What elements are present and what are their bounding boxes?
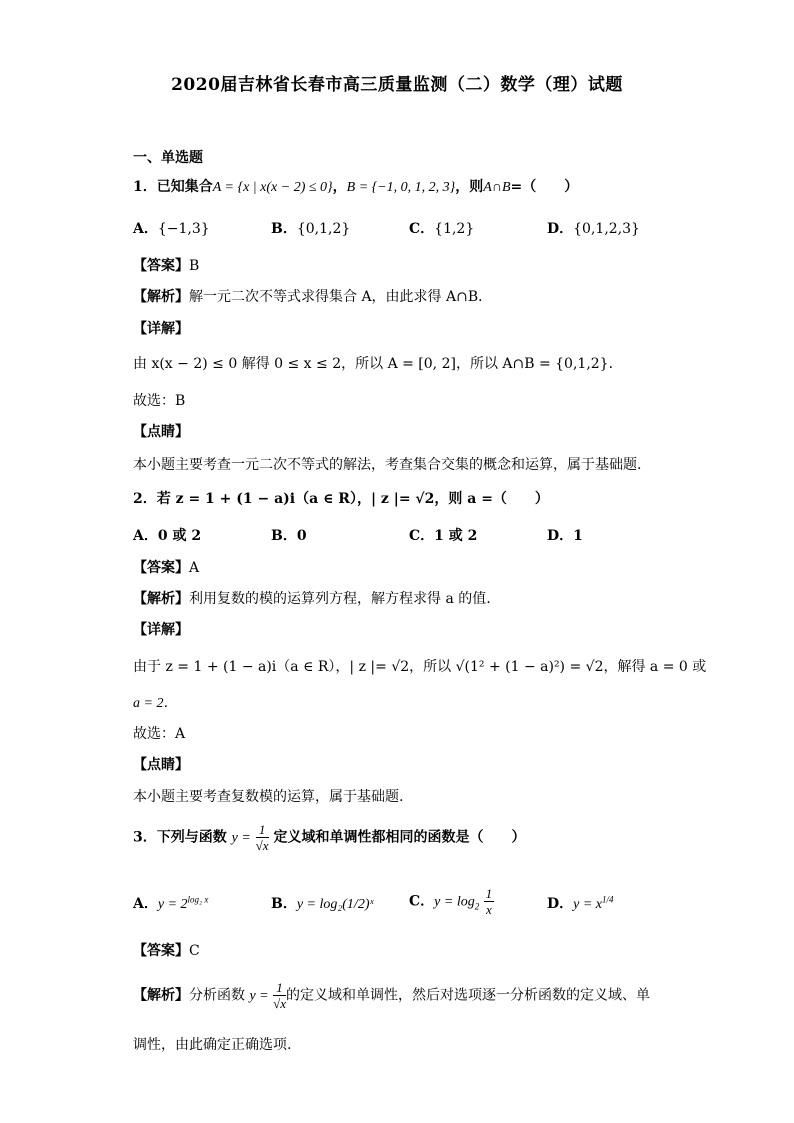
question-1-comment-label: 【点睛】 xyxy=(133,424,189,440)
question-3-option-c: C．$y = \log_2$ $\frac{1}{x}$ xyxy=(409,886,493,917)
question-2-detail-line2: a = 2． xyxy=(133,696,178,711)
question-1-option-d: D．{0,1,2,3} xyxy=(547,221,640,237)
question-2-option-a: A．0 或 2 xyxy=(133,528,202,544)
question-1-analysis: 【解析】解一元二次不等式求得集合 A，由此求得 A∩B． xyxy=(133,289,493,305)
question-2-analysis: 【解析】利用复数的模的运算列方程，解方程求得 a 的值. xyxy=(133,591,491,607)
question-3-option-c-fraction: $\frac{1}{x}$ xyxy=(485,886,493,917)
question-1-stem: 1．已知集合A = {x | x(x − 2) ≤ 0}，B = {−1, 0, 1, 2, 3}，则A∩B=（ ） xyxy=(133,179,579,195)
question-2-detail-line1: 由于 z = 1 + (1 − a)i（a ∈ R），| z |= √2，所以 √(1² + (1 − a)²) = √2，解得 a = 0 或 xyxy=(133,659,707,675)
question-3-option-d: D．$y = x^{1/4}$ xyxy=(547,894,614,912)
question-2-option-c: C．1 或 2 xyxy=(409,528,478,544)
question-3-analysis: 【解析】分析函数 y = $\frac{1}{√x}$ 的定义域和单调性，然后对选项逐一分析函数的定义域、单 xyxy=(133,980,650,1011)
question-1-option-c: C．{1,2} xyxy=(409,221,475,237)
question-2-comment-label: 【点睛】 xyxy=(133,757,189,773)
question-1-choice: 故选：B xyxy=(133,393,186,409)
section-heading: 一、单选题 xyxy=(133,150,203,166)
question-3-option-b: B．y = log₂(1/2)ˣ xyxy=(271,896,374,912)
question-3-stem: 3．下列与函数 y = $\frac{1}{√x}$ 定义域和单调性都相同的函数是（ ） xyxy=(133,822,526,853)
question-1-comment: 本小题主要考查一元二次不等式的解法，考查集合交集的概念和运算，属于基础题. xyxy=(133,457,642,473)
question-2-answer: 【答案】A xyxy=(133,560,200,576)
question-1-answer: 【答案】B xyxy=(133,258,200,274)
question-3-analysis-line2: 调性，由此确定正确选项. xyxy=(133,1037,292,1053)
question-3-analysis-fraction: $\frac{1}{√x}$ xyxy=(273,980,286,1011)
question-2-option-d: D．1 xyxy=(547,528,583,544)
question-2-choice: 故选：A xyxy=(133,726,186,742)
question-1-option-a: A．{−1,3} xyxy=(133,221,210,237)
question-2-stem: 2．若 z = 1 + (1 − a)i（a ∈ R），| z |= √2，则 a =（ ） xyxy=(133,491,549,507)
question-2-comment: 本小题主要考查复数模的运算，属于基础题. xyxy=(133,789,404,805)
question-2-detail-label: 【详解】 xyxy=(133,622,189,638)
question-1-detail-label: 【详解】 xyxy=(133,321,189,337)
question-3-answer: 【答案】C xyxy=(133,943,200,959)
question-1-option-b: B．{0,1,2} xyxy=(271,221,351,237)
document-title: 2020届吉林省长春市高三质量监测（二）数学（理）试题 xyxy=(171,75,623,95)
question-3-stem-fraction: $\frac{1}{√x}$ xyxy=(255,822,269,853)
question-1-detail: 由 x(x − 2) ≤ 0 解得 0 ≤ x ≤ 2，所以 A = [0, 2]，所以 A∩B = {0,1,2}． xyxy=(133,356,623,372)
question-3-option-a: A．$y = 2^{log_2 x}$ xyxy=(133,894,209,912)
question-2-option-b: B．0 xyxy=(271,528,307,544)
